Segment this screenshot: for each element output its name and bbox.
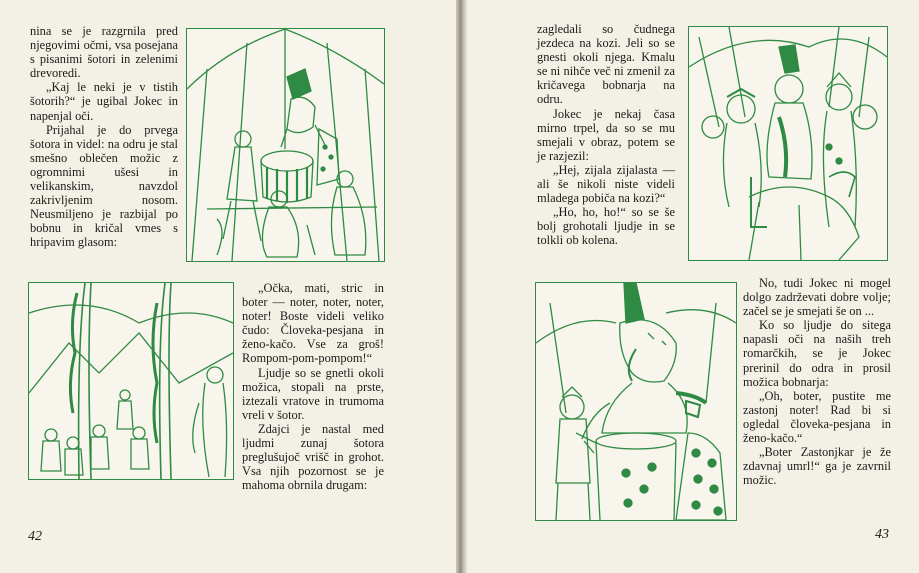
illustration-crowd-trees xyxy=(28,282,234,480)
paragraph: zagledali so čudnega jezdeca na kozi. Jeli so se gnesti okoli njega. Kmalu se ni nihče več ni zmenil za kričavega bobnarja na odru. xyxy=(537,22,675,107)
paragraph: Jokec je nekaj časa mirno trpel, da so se mu smejali v obraz, potem se je razjezil: xyxy=(537,106,675,163)
paragraph: Ljudje so se gnetli okoli možica, stopali na prste, iztezali vratove in trumoma vreli v šotor. xyxy=(242,365,384,422)
paragraph: „Kaj le neki je v tistih šotorih?“ je ugibal Jokec in napenjal oči. xyxy=(30,80,178,123)
left-bottom-text xyxy=(242,281,384,492)
paragraph: Prijahal je do prvega šotora in videl: na odru je stal smešno oblečen možic z ogromnimi ušesi in velikanskim, navzdol zakrivljenim nosom. Neusmiljeno je razbijal po bobnu in kričal vmes s hripavim glasom: xyxy=(30,122,178,250)
left-page xyxy=(0,0,456,573)
right-page xyxy=(467,0,919,573)
page-number: 42 xyxy=(28,529,42,544)
paragraph: „Ho, ho, ho!“ so se še bolj grohotali ljudje in se tolkli ob kolena. xyxy=(537,205,675,248)
paragraph: Ko so ljudje do sitega napasli oči na naših treh romarčkih, se je Jokec prerinil do odra in prosil možica bobnarja: xyxy=(743,318,891,389)
paragraph: No, tudi Jokec ni mogel dolgo zadrževati dobre volje; začel se je smejati še on ... xyxy=(743,276,891,319)
book-gutter xyxy=(456,0,467,573)
page-number: 43 xyxy=(875,527,889,542)
right-bottom-text xyxy=(743,276,891,487)
paragraph: „Hej, zijala zijalasta — ali še nikoli niste videli mladega pobiča na kozi?“ xyxy=(537,162,675,206)
paragraph: nina se je razgrnila pred njegovimi očmi, vsa posejana s pisanimi šotori in zelenimi drevoredi. xyxy=(30,24,178,81)
illustration-drummer-stage xyxy=(186,28,385,262)
left-top-text xyxy=(30,24,178,250)
paragraph: „Očka, mati, stric in boter — noter, noter, noter, noter! Boste videli veliko čudo: Človeka-pesjana in ženo-kačo. Vse za groš! Rompom-pom-pompom!“ xyxy=(242,281,384,366)
illustration-boy-asks-drummer xyxy=(535,282,737,521)
paragraph: „Boter Zastonjkar je že zdavnaj umrl!“ ga je zavrnil možic. xyxy=(743,445,891,488)
illustration-laughing-crowd-goat xyxy=(688,26,888,261)
right-top-text xyxy=(537,22,675,248)
paragraph: Zdajci je nastal med ljudmi zunaj šotora preglušujoč vrišč in grohot. Vsa njih pozornost se je mahoma obrnila drugam: xyxy=(242,421,384,493)
paragraph: „Oh, boter, pustite me zastonj noter! Rad bi si ogledal človeka-pesjana in ženo-kačo.“ xyxy=(743,388,891,446)
